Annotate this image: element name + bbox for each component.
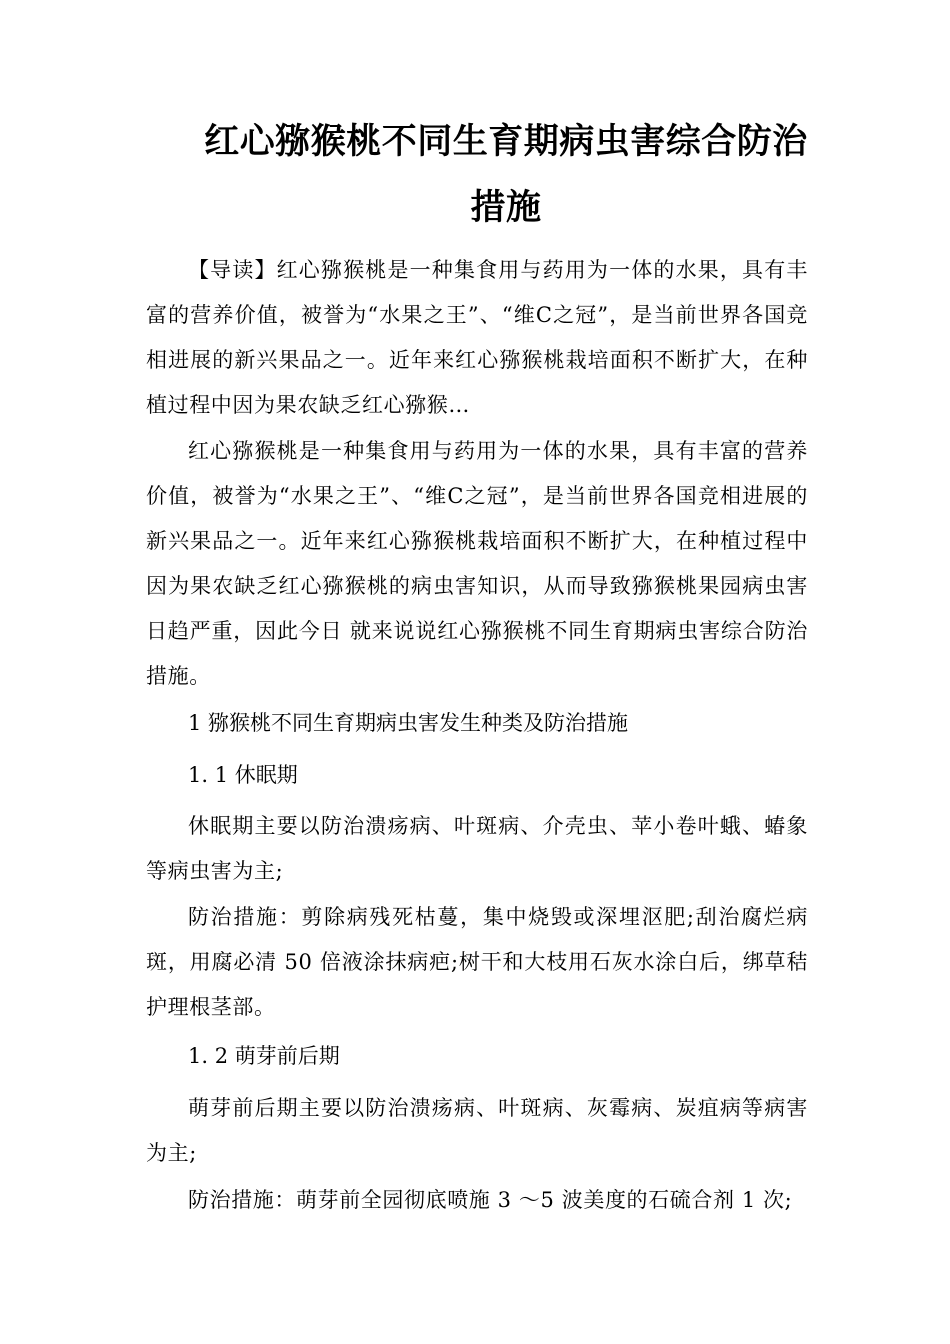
section-heading-1-2: 1. 2 萌芽前后期 (188, 1044, 340, 1068)
document-title-line2: 措施 (470, 187, 542, 228)
section-heading-1: 1 猕猴桃不同生育期病虫害发生种类及防治措施 (188, 711, 629, 735)
intro-paragraph: 【导读】红心猕猴桃是一种集食用与药用为一体的水果，具有丰富的营养价值，被誉为“水果之王”、“维C之冠”，是当前世界各国竞相进展的新兴果品之一。近年来红心猕猴桃栽培面积不断扩大，在种植过程中因为果农缺乏红心猕猴… (146, 258, 808, 417)
body-paragraph-5: 防治措施：萌芽前全园彻底喷施 3 ～5 波美度的石硫合剂 1 次; (188, 1188, 793, 1212)
body-paragraph-3: 防治措施：剪除病残死枯蔓，集中烧毁或深埋沤肥;刮治腐烂病斑，用腐必清 50 倍液涂抹病疤;树干和大枝用石灰水涂白后，绑草秸护理根茎部。 (146, 905, 808, 1019)
document-title-line1: 红心猕猴桃不同生育期病虫害综合防治 (204, 121, 808, 162)
section-heading-1-1: 1. 1 休眠期 (188, 763, 298, 787)
body-paragraph-1: 红心猕猴桃是一种集食用与药用为一体的水果，具有丰富的营养价值，被誉为“水果之王”、“维C之冠”，是当前世界各国竞相进展的新兴果品之一。近年来红心猕猴桃栽培面积不断扩大，在种植过程中因为果农缺乏红心猕猴桃的病虫害知识，从而导致猕猴桃果园病虫害日趋严重，因此今日 就来说说红心猕猴桃不同生育期病虫害综合防治措施。 (146, 439, 808, 688)
body-paragraph-2: 休眠期主要以防治溃疡病、叶斑病、介壳虫、苹小卷叶蛾、蝽象等病虫害为主; (146, 814, 808, 883)
body-paragraph-4: 萌芽前后期主要以防治溃疡病、叶斑病、灰霉病、炭疽病等病害为主; (146, 1096, 808, 1165)
